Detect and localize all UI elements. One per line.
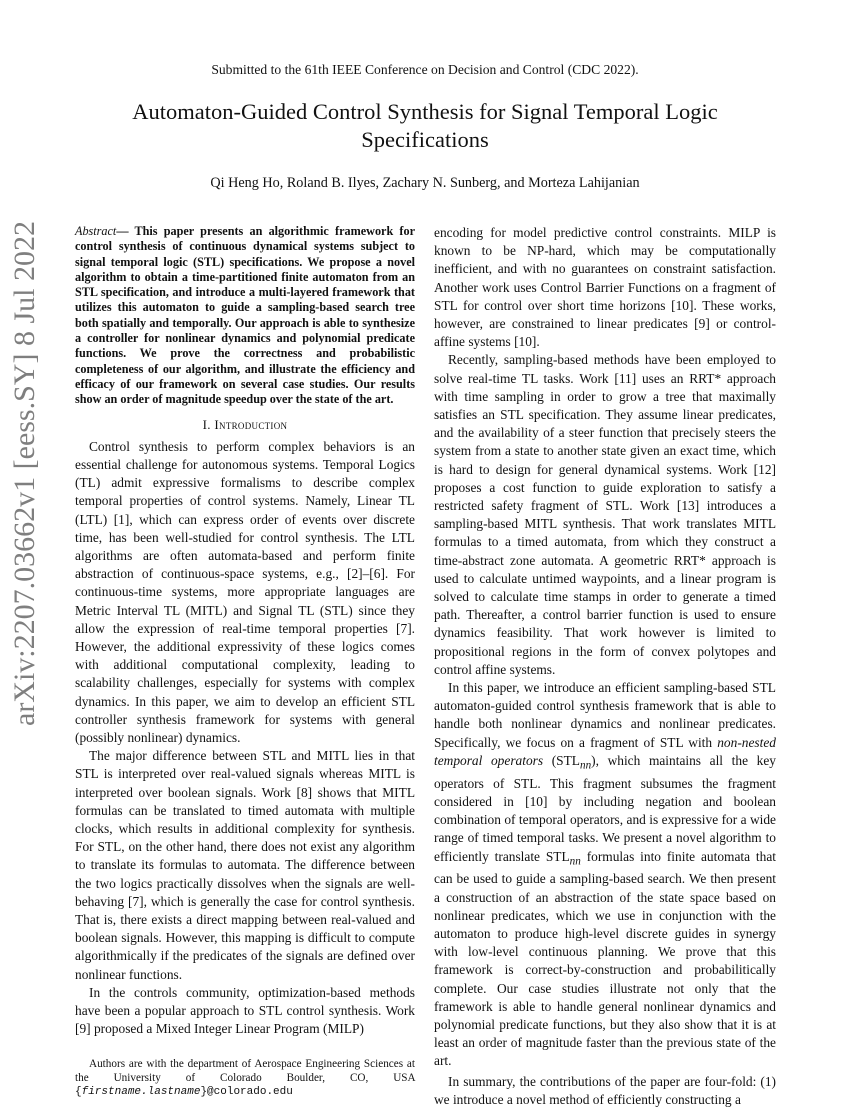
section-heading	[75, 416, 415, 434]
left-column	[75, 224, 415, 1100]
author-list: Qi Heng Ho, Roland B. Ilyes, Zachary N. Sunberg, and Morteza Lahijanian	[210, 175, 640, 191]
emphasis: non-nested temporal operators	[434, 734, 776, 768]
right-column	[434, 224, 776, 1109]
abstract	[75, 224, 415, 408]
paragraph: The major difference between STL and MITL lies in that STL is interpreted over real-valued signals whereas MITL is interpreted over boolean signals. Work [8] shows that MITL formulas can be translated to timed automata with multiple clocks, which results in additional complexity for synthesis. For STL, on the other hand, there does not exist any algorithm to translate its formulas to automata. The difference between the two logics practically dissolves when the signals are well-behaving [7], which is generally the case for control synthesis. That is, there exists a direct mapping between real-valued and boolean signals. However, this mapping is difficult to compute algorithmically if the predicates of the signals are defined over nonlinear functions.	[75, 748, 415, 982]
abstract-label: Abstract	[75, 224, 117, 238]
section-title: Introduction	[214, 416, 288, 432]
footnote-text: Authors are with the department of Aerospace Engineering Sciences at the University of Colorado Boulder, CO, USA	[75, 1058, 415, 1084]
paragraph: In this paper, we introduce an efficient sampling-based STL automaton-guided control synthesis framework that is able to handle both nonlinear dynamics and nonlinear predicates. Specifically, we focus on a fragment of STL with non-nested temporal operators $(STL_{nn})$, which maintains all the key operators of STL. This fragment subsumes the fragment considered in [10] by including negation and boolean combination of temporal operators, and is expressive for a wide range of timed temporal tasks. We present a novel algorithm to efficiently translate $STL_{nn}$ formulas into finite automata that can be used to guide a sampling-based search. We then present a construction of an abstraction of the state space based on nonlinear predicates, which we use in conjunction with the automaton to produce high-level discrete guides in synergy with low-level continuous planning. We prove that this framework is correct-by-construction and probabilitically complete. Our case studies illustrate not only that the framework is able to handle general nonlinear dynamics and polynomial predicate functions, but they also show that it is at least an order of magnitude faster than the previous state of the art.	[434, 680, 776, 1069]
paper-title: Automaton-Guided Control Synthesis for Signal Temporal Logic Specifications	[132, 99, 718, 152]
paragraph: Control synthesis to perform complex behaviors is an essential challenge for autonomous systems. Temporal Logics (TL) admit expressive formalisms to describe complex temporal properties of control systems. Namely, Linear TL (LTL) [1], which can express order of events over discrete time, has been well-studied for control synthesis. The LTL algorithms are often automata-based and perform finite abstraction of continuous-space systems, e.g., [2]–[6]. For continuous-time systems, more appropriate languages are Metric Interval TL (MITL) and Signal TL (STL) since they allow the expression of real-time temporal properties [7]. However, the additional expressivity of these logics comes with additional computational complexity, leading to scalability challenges, especially for systems with complex dynamics. In this paper, we aim to develop an efficient STL controller synthesis framework for systems with general (possibly nonlinear) dynamics.	[75, 438, 415, 746]
header-note: Submitted to the 61th IEEE Conference on Decision and Control (CDC 2022).	[211, 62, 639, 77]
footnote	[75, 1058, 415, 1100]
abstract-text: — This paper presents an algorithmic framework for control synthesis of continuous dynamical systems subject to signal temporal logic (STL) specifications. We propose a novel algorithm to obtain a time-partitioned finite automaton from an STL specification, and introduce a multi-layered framework that utilizes this automaton to guide a sampling-based search tree both spatially and temporally. Our approach is able to synthesize a controller for nonlinear dynamics and polynomial predicate functions. We prove the correctness and probabilistic completeness of our algorithm, and illustrate the efficiency and efficacy of our framework on several case studies. Our results show an order of magnitude speedup over the state of the art.	[75, 224, 415, 407]
paragraph: In summary, the contributions of the paper are four-fold: (1) we introduce a novel method of efficiently constructing a	[434, 1073, 776, 1107]
paragraph: Recently, sampling-based methods have been employed to solve real-time TL tasks. Work [11] uses an RRT* approach with time sampling in order to grow a tree that maximally satisfies an STL specification. They assume linear predicates, and the availability of a steer function that precisely steers the system from a state to another state given an exact time, which is hard to design for general dynamical systems. Work [12] proposes a cost function to guide exploration to satisfy a restricted safety fragment of STL. Work [13] introduces a sampling-based MITL synthesis. That work translates MITL formulas to a timed automata, from which they construct a time-abstract zone automata. A geometric RRT* approach is used to calculate untimed waypoints, and a linear program is solved to calculate time stamps in order to generate a timed path. Thereafter, a control barrier function is used to ensure dynamics feasibility. That work however is limited to propositional regions in the form of convex polytopes and control affine systems.	[434, 352, 776, 677]
footnote-email: {firstname.lastname}@colorado.edu	[75, 1086, 293, 1099]
paragraph: encoding for model predictive control constraints. MILP is known to be NP-hard, which may be computationally inefficient, and with no guarantees on constraint satisfaction. Another work uses Control Barrier Functions on a fragment of STL for control over short time horizons [10]. These works, however, are constrained to linear predicates [9] or control-affine systems [10].	[434, 225, 776, 350]
paragraph: In the controls community, optimization-based methods have been a popular approach to STL control synthesis. Work [9] proposed a Mixed Integer Linear Program (MILP)	[75, 984, 415, 1037]
section-number: I.	[202, 416, 211, 432]
arxiv-stamp: arXiv:2207.03662v1 [eess.SY] 8 Jul 2022	[8, 221, 41, 726]
